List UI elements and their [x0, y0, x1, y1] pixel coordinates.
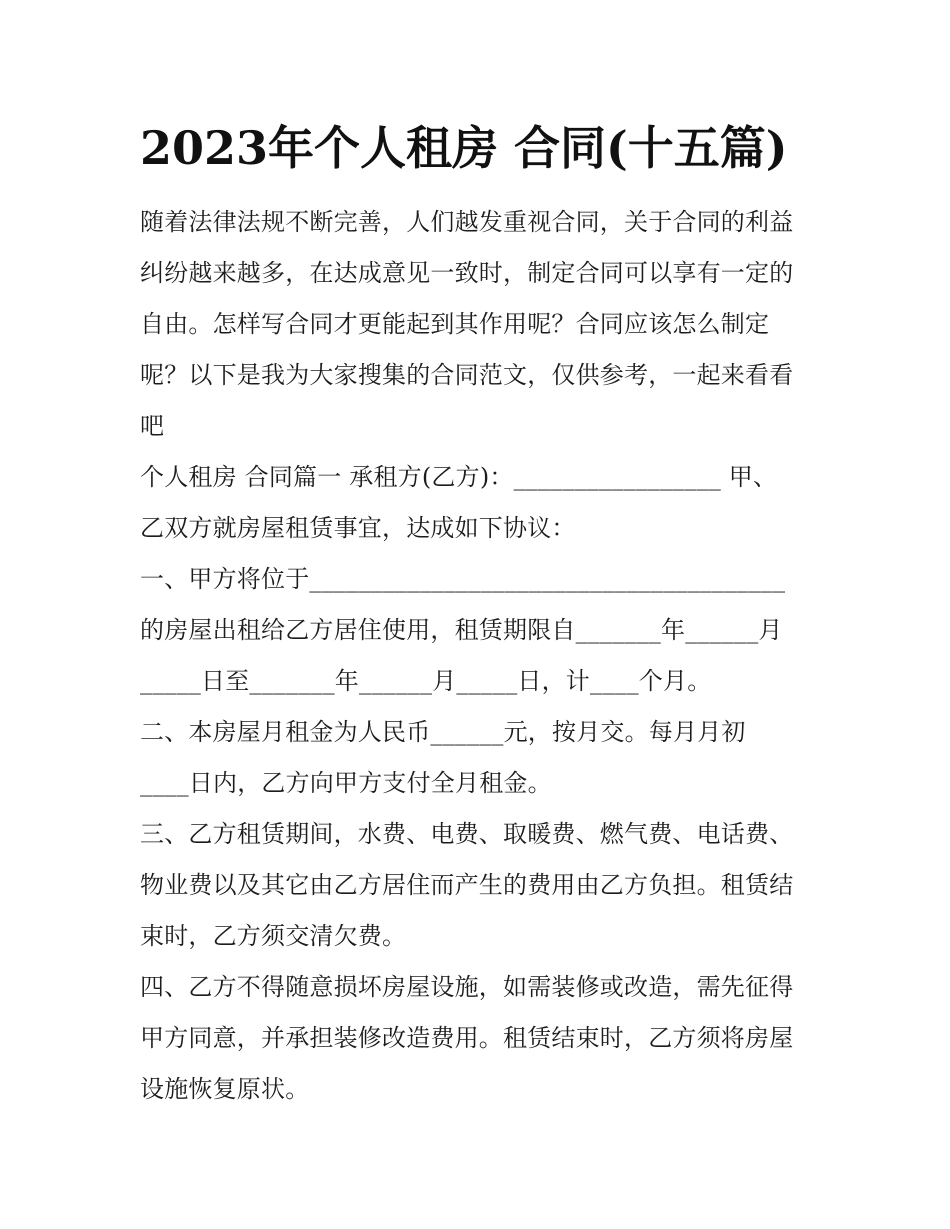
intro-line: 随着法律法规不断完善，人们越发重视合同，关于合同的利益	[140, 208, 794, 236]
clause-1-line: _____日至_______年______月_____日，计____个月。	[140, 667, 712, 695]
intro-line: 呢？以下是我为大家搜集的合同范文，仅供参考，一起来看看	[140, 361, 794, 389]
clause-3-line: 束时，乙方须交清欠费。	[140, 922, 407, 950]
clause-1-line: 的房屋出租给乙方居住使用，租赁期限自_______年______月	[140, 616, 783, 644]
clause-4-line: 四、乙方不得随意损坏房屋设施，如需装修或改造，需先征得	[140, 973, 794, 1001]
intro-line: 自由。怎样写合同才更能起到其作用呢？合同应该怎么制定	[140, 310, 770, 338]
clause-3-paragraph	[140, 809, 820, 962]
section-header-paragraph	[140, 452, 820, 554]
intro-line: 吧	[140, 412, 165, 440]
clause-2-line: ____日内，乙方向甲方支付全月租金。	[140, 769, 552, 797]
clause-3-line: 三、乙方租赁期间，水费、电费、取暖费、燃气费、电话费、	[140, 820, 794, 848]
clause-4-paragraph	[140, 962, 820, 1115]
section-header-line: 个人租房 合同篇一 承租方(乙方)：_________________ 甲、	[140, 463, 778, 491]
clause-3-line: 物业费以及其它由乙方居住而产生的费用由乙方负担。租赁结	[140, 871, 794, 899]
document-body	[140, 197, 820, 1115]
clause-1-paragraph	[140, 554, 820, 707]
section-header-line: 乙双方就房屋租赁事宜，达成如下协议：	[140, 514, 576, 542]
clause-2-paragraph	[140, 707, 820, 809]
intro-line: 纠纷越来越多，在达成意见一致时，制定合同可以享有一定的	[140, 259, 794, 287]
intro-paragraph	[140, 197, 820, 452]
clause-4-line: 设施恢复原状。	[140, 1075, 310, 1103]
clause-4-line: 甲方同意，并承担装修改造费用。租赁结束时，乙方须将房屋	[140, 1024, 794, 1052]
document-title: 2023年个人租房 合同(十五篇)	[140, 121, 788, 175]
clause-1-line: 一、甲方将位于_______________________________________	[140, 565, 786, 593]
clause-2-line: 二、本房屋月租金为人民币______元，按月交。每月月初	[140, 718, 746, 746]
